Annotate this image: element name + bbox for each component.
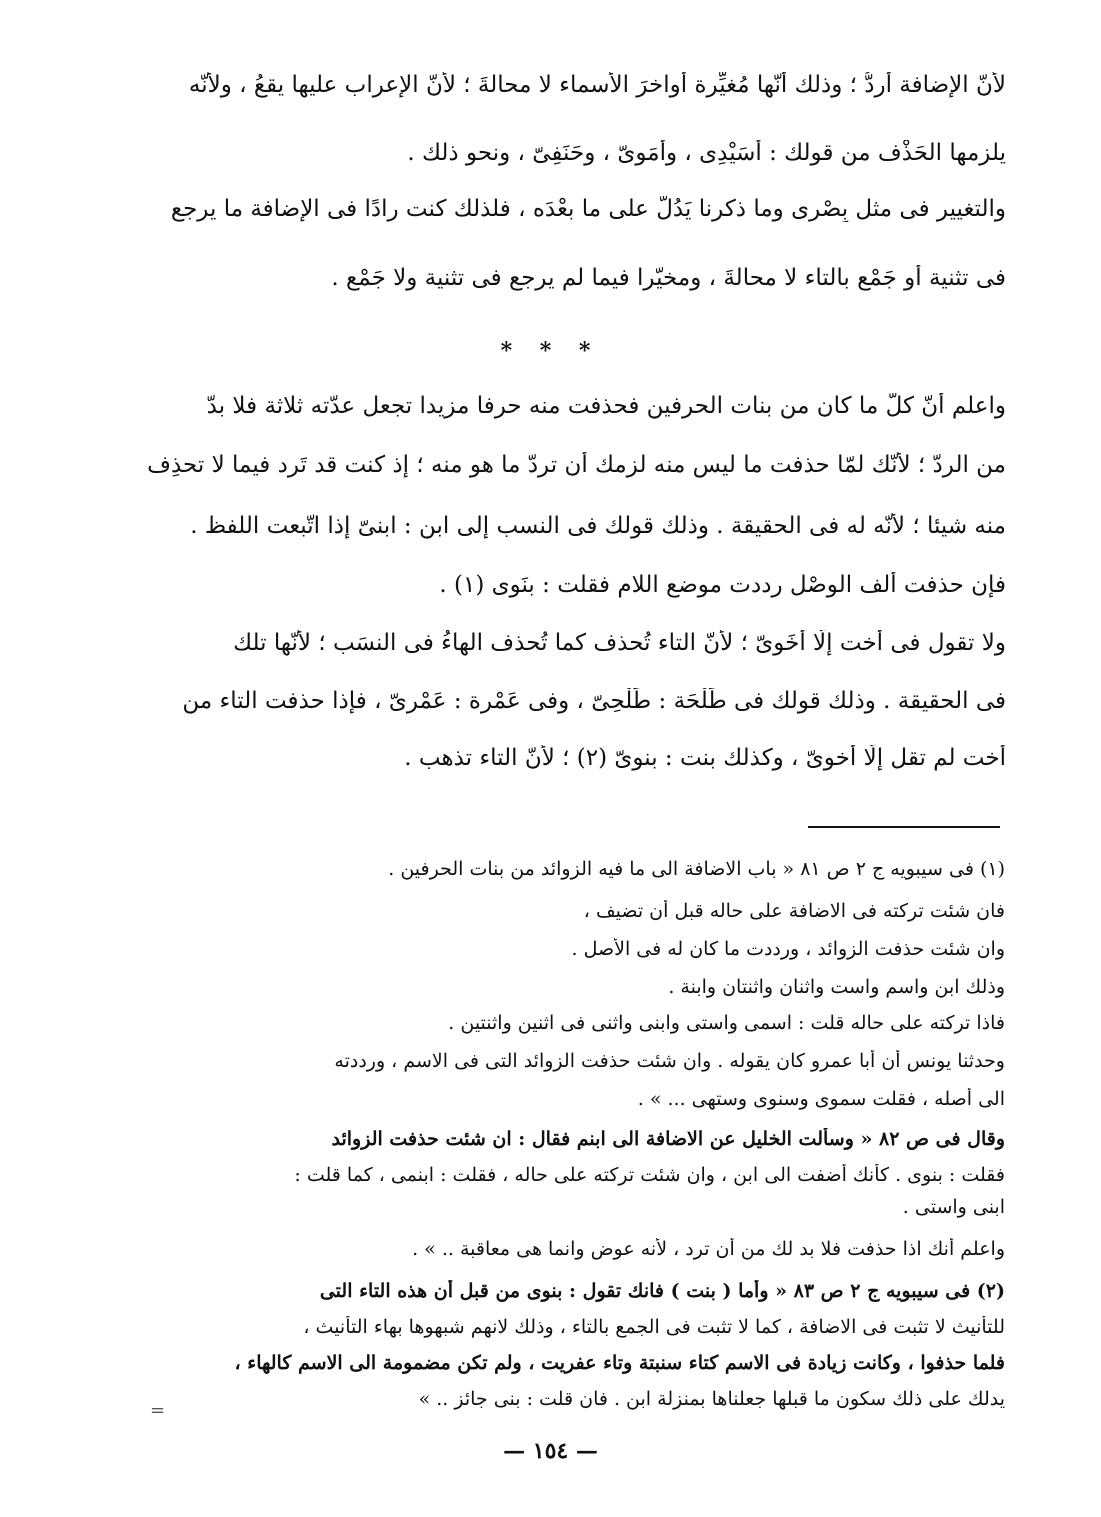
- footnote-separator: [808, 826, 1000, 828]
- paragraph-4-line-3: أخت لم تقل إلّا أخوىّ ، وكذلك بنت : بنوىّ (٢) ؛ لأنّ التاء تذهب .: [404, 745, 1006, 771]
- footnote-line: ابنى واستى .: [902, 1196, 1005, 1218]
- paragraph-4-line-1: ولا تقول فى أخت إلّا أَخَوِىّ ؛ لأنّ التاء تُحذف كما تُحذف الهاءُ فى النسَب ؛ لأنّها تلك: [233, 630, 1006, 656]
- paragraph-3-line-4: فإن حذفت ألف الوصْل رددت موضع اللام فقلت : بنَوِى (١) .: [439, 572, 1006, 598]
- page-number: — ١٥٤ —: [503, 1438, 598, 1464]
- paragraph-3-line-2: من الردّ ؛ لأنّك لمّا حذفت ما ليس منه لزمك أن تردّ ما هو منه ؛ إذ كنت قد تَرد فيما لا تحذِف: [147, 452, 1006, 478]
- paragraph-2-line-2: فى تثنية أو جَمْع بالتاء لا محالةَ ، ومخيّرا فيما لم يرجع فى تثنية ولا جَمْع .: [331, 265, 1006, 291]
- footnote-line: يدلك على ذلك سكون ما قبلها جعلناها بمنزلة ابن . فان قلت : بنى جائز .. »: [418, 1388, 1005, 1410]
- paragraph-1-line-1: لأنّ الإضافة أردُّ ؛ وذلك أنّها مُغيِّرة أواخرَ الأسماء لا محالةَ ؛ لأنّ الإعراب عليها يقعُ ، ولأنّه: [188, 72, 1006, 98]
- paragraph-2-line-1: والتغيير فى مثل بِصْرِى وما ذكرنا يَدُلُّ على ما بعْدَه ، فلذلك كنت رادًا فى الإضافة ما يرجع: [170, 196, 1006, 222]
- footnote-line: للتأنيث لا تثبت فى الاضافة ، كما لا تثبت فى الجمع بالتاء ، وذلك لانهم شبهوها بهاء التأنيث ،: [303, 1316, 1005, 1338]
- footnote-line: فان شئت تركته فى الاضافة على حاله قبل أن تضيف ،: [583, 900, 1005, 922]
- footnote-line: وحدثنا يونس أن أبا عمرو كان يقوله . وان شئت حذفت الزوائد التى فى الاسم ، ورددته: [334, 1050, 1005, 1072]
- footnote-line: واعلم أنك اذا حذفت فلا بد لك من أن ترد ، لأنه عوض وانما هى معاقبة .. » .: [412, 1238, 1005, 1260]
- footnote-line: فلما حذفوا ، وكانت زيادة فى الاسم كتاء سنبتة وتاء عفريت ، ولم تكن مضمومة الى الاسم كالهاء ،: [234, 1352, 1005, 1374]
- paragraph-4-line-2: فى الحقيقة . وذلك قولك فى طَلْحَة : طَلْحِىّ ، وفى عَمْرة : عَمْرِىّ ، فإذا حذفت التاء من: [182, 688, 1006, 714]
- footnote-line: فقلت : بنوى . كأنك أضفت الى ابن ، وان شئت تركته على حاله ، فقلت : ابنمى ، كما قلت :: [294, 1164, 1005, 1186]
- footnote-line: (٢) فى سيبويه ج ٢ ص ٨٣ « وأما ( بنت ) فانك تقول : بنوى من قبل أن هذه التاء التى: [319, 1280, 1005, 1302]
- paragraph-3-line-1: واعلم أنّ كلّ ما كان من بنات الحرفين فحذفت منه حرفا مزيدا تجعل عدّته ثلاثة فلا بدّ: [206, 393, 1006, 419]
- paragraph-3-line-3: منه شيئا ؛ لأنّه له فى الحقيقة . وذلك قولك فى النسب إلى ابن : ابنىّ إذا اتّبعت اللفظ .: [190, 513, 1006, 539]
- footnote-line: (١) فى سيبويه ج ٢ ص ٨١ « باب الاضافة الى ما فيه الزوائد من بنات الحرفين .: [388, 858, 1005, 880]
- footnote-line: فاذا تركته على حاله قلت : اسمى واستى وابنى واثنى فى اثنين واثنتين .: [448, 1012, 1005, 1034]
- footnote-line: وقال فى ص ٨٢ « وسألت الخليل عن الاضافة الى ابنم فقال : ان شئت حذفت الزوائد: [331, 1128, 1005, 1150]
- continuation-mark: =: [150, 1400, 166, 1421]
- section-divider-stars: * * *: [500, 338, 601, 364]
- footnote-line: وذلك ابن واسم واست واثنان واثنتان وابنة .: [668, 976, 1005, 998]
- footnote-line: الى أصله ، فقلت سموى وسنوى وستهى ... » .: [637, 1088, 1005, 1110]
- footnote-line: وان شئت حذفت الزوائد ، ورددت ما كان له فى الأصل .: [571, 938, 1005, 960]
- paragraph-1-line-2: يلزمها الحَذْف من قولك : أُسَيْدِى ، وأُمَوِىّ ، وحَنَفِىّ ، ونحو ذلك .: [407, 140, 1006, 166]
